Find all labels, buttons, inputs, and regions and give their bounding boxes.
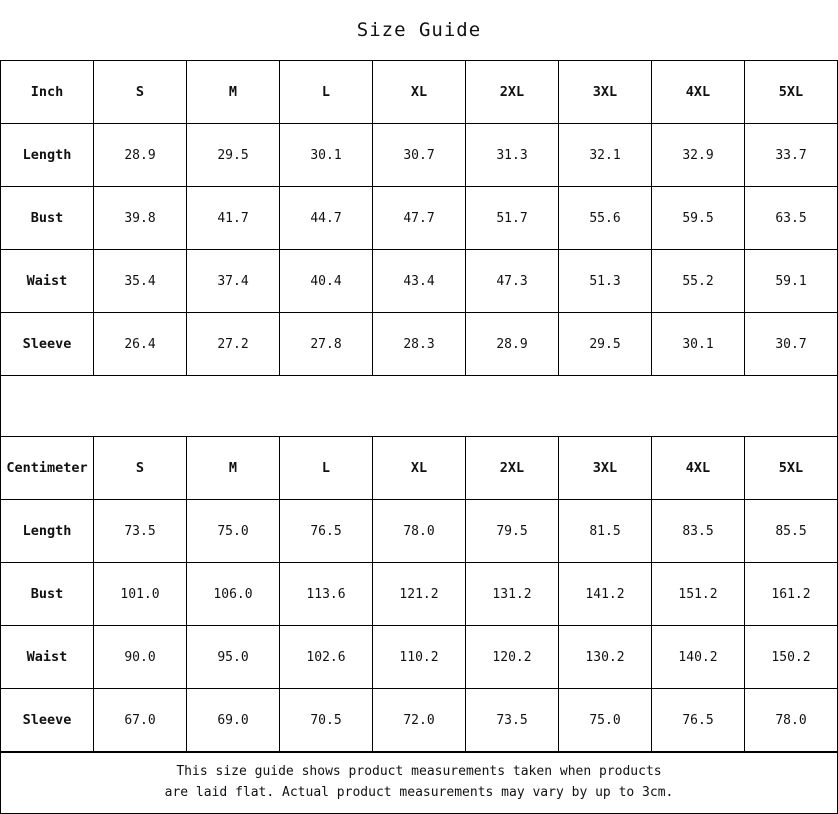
size-header-xl: XL — [373, 437, 466, 500]
cell: 67.0 — [94, 689, 187, 752]
cell: 151.2 — [652, 563, 745, 626]
footer-line-2: are laid flat. Actual product measurements may vary by up to 3cm. — [164, 785, 674, 800]
cell: 59.1 — [745, 250, 838, 313]
measure-label-sleeve: Sleeve — [1, 313, 94, 376]
cell: 31.3 — [466, 124, 559, 187]
measure-label-sleeve: Sleeve — [1, 689, 94, 752]
cell: 43.4 — [373, 250, 466, 313]
cell: 81.5 — [559, 500, 652, 563]
size-header-5xl: 5XL — [745, 437, 838, 500]
size-header-5xl: 5XL — [745, 61, 838, 124]
cell: 47.3 — [466, 250, 559, 313]
cell: 90.0 — [94, 626, 187, 689]
footer-line-1: This size guide shows product measurements taken when products — [176, 764, 662, 779]
table-row — [1, 250, 838, 313]
table-row — [1, 500, 838, 563]
cell: 28.9 — [466, 313, 559, 376]
cell: 73.5 — [466, 689, 559, 752]
cell: 30.1 — [652, 313, 745, 376]
cell: 121.2 — [373, 563, 466, 626]
size-header-s: S — [94, 61, 187, 124]
cell: 30.1 — [280, 124, 373, 187]
cell: 150.2 — [745, 626, 838, 689]
cell: 161.2 — [745, 563, 838, 626]
cell: 26.4 — [94, 313, 187, 376]
page-title: Size Guide — [356, 19, 482, 41]
size-table-centimeter — [0, 436, 838, 752]
cell: 140.2 — [652, 626, 745, 689]
cell: 131.2 — [466, 563, 559, 626]
table-row — [1, 313, 838, 376]
cell: 40.4 — [280, 250, 373, 313]
cell: 110.2 — [373, 626, 466, 689]
measure-label-waist: Waist — [1, 626, 94, 689]
size-header-3xl: 3XL — [559, 437, 652, 500]
size-header-l: L — [280, 437, 373, 500]
cell: 102.6 — [280, 626, 373, 689]
footer-note — [0, 752, 838, 814]
cell: 75.0 — [187, 500, 280, 563]
cell: 32.1 — [559, 124, 652, 187]
cell: 76.5 — [652, 689, 745, 752]
table-header-row — [1, 437, 838, 500]
cell: 51.3 — [559, 250, 652, 313]
size-header-xl: XL — [373, 61, 466, 124]
cell: 30.7 — [373, 124, 466, 187]
table-row — [1, 124, 838, 187]
measure-label-length: Length — [1, 124, 94, 187]
size-header-2xl: 2XL — [466, 61, 559, 124]
cell: 141.2 — [559, 563, 652, 626]
cell: 95.0 — [187, 626, 280, 689]
cell: 55.6 — [559, 187, 652, 250]
size-header-s: S — [94, 437, 187, 500]
table-row — [1, 187, 838, 250]
cell: 47.7 — [373, 187, 466, 250]
cell: 73.5 — [94, 500, 187, 563]
cell: 70.5 — [280, 689, 373, 752]
unit-header-inch: Inch — [1, 61, 94, 124]
cell: 27.2 — [187, 313, 280, 376]
size-header-m: M — [187, 61, 280, 124]
cell: 29.5 — [559, 313, 652, 376]
cell: 28.9 — [94, 124, 187, 187]
cell: 59.5 — [652, 187, 745, 250]
cell: 44.7 — [280, 187, 373, 250]
measure-label-bust: Bust — [1, 187, 94, 250]
cell: 28.3 — [373, 313, 466, 376]
cell: 120.2 — [466, 626, 559, 689]
cell: 30.7 — [745, 313, 838, 376]
cell: 41.7 — [187, 187, 280, 250]
cell: 76.5 — [280, 500, 373, 563]
size-header-4xl: 4XL — [652, 61, 745, 124]
table-spacer — [0, 376, 838, 436]
unit-header-centimeter: Centimeter — [1, 437, 94, 500]
table-header-row — [1, 61, 838, 124]
cell: 79.5 — [466, 500, 559, 563]
table-row — [1, 563, 838, 626]
measure-label-bust: Bust — [1, 563, 94, 626]
size-header-l: L — [280, 61, 373, 124]
cell: 75.0 — [559, 689, 652, 752]
size-table-inch — [0, 60, 838, 376]
measure-label-waist: Waist — [1, 250, 94, 313]
cell: 32.9 — [652, 124, 745, 187]
measure-label-length: Length — [1, 500, 94, 563]
size-header-m: M — [187, 437, 280, 500]
cell: 83.5 — [652, 500, 745, 563]
table-row — [1, 626, 838, 689]
size-header-4xl: 4XL — [652, 437, 745, 500]
cell: 113.6 — [280, 563, 373, 626]
cell: 55.2 — [652, 250, 745, 313]
cell: 72.0 — [373, 689, 466, 752]
table-row — [1, 689, 838, 752]
cell: 63.5 — [745, 187, 838, 250]
cell: 51.7 — [466, 187, 559, 250]
size-header-3xl: 3XL — [559, 61, 652, 124]
cell: 37.4 — [187, 250, 280, 313]
cell: 78.0 — [373, 500, 466, 563]
cell: 106.0 — [187, 563, 280, 626]
cell: 39.8 — [94, 187, 187, 250]
cell: 101.0 — [94, 563, 187, 626]
cell: 35.4 — [94, 250, 187, 313]
cell: 69.0 — [187, 689, 280, 752]
cell: 130.2 — [559, 626, 652, 689]
cell: 33.7 — [745, 124, 838, 187]
cell: 29.5 — [187, 124, 280, 187]
cell: 27.8 — [280, 313, 373, 376]
cell: 85.5 — [745, 500, 838, 563]
cell: 78.0 — [745, 689, 838, 752]
size-header-2xl: 2XL — [466, 437, 559, 500]
